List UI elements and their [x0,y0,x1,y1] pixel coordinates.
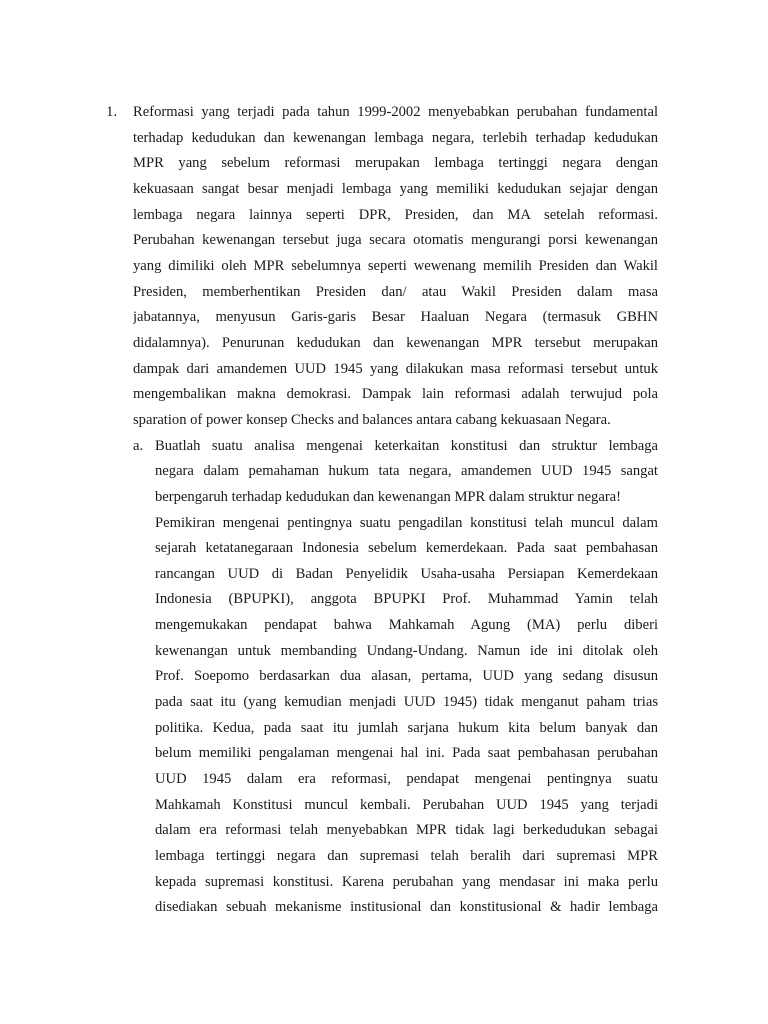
text-line: Presiden, memberhentikan Presiden dan/ atau Wakil Presiden dalam masa [133,283,658,300]
text-line: MPR yang sebelum reformasi merupakan lembaga tertinggi negara dengan [133,155,658,172]
intro-paragraph [133,100,658,434]
text-line: yang dimiliki oleh MPR sebelumnya seperti wewenang memilih Presiden dan Wakil [133,257,658,274]
text-line: negara dalam pemahaman hukum tata negara, amandemen UUD 1945 sangat [155,463,658,480]
text-line: Perubahan kewenangan tersebut juga secara otomatis mengurangi porsi kewenangan [133,232,658,249]
text-line: kewenangan untuk membanding Undang-Undang. Namun ide ini ditolak oleh [155,642,658,659]
text-line: lembaga tertinggi negara dan supremasi telah beralih dari supremasi MPR [155,848,658,865]
text-line: jabatannya, menyusun Garis-garis Besar Haaluan Negara (termasuk GBHN [133,309,658,326]
text-line: lembaga negara lainnya seperti DPR, Presiden, dan MA setelah reformasi. [133,206,658,223]
numbered-item-1 [106,100,662,921]
text-line: dalam era reformasi telah menyebabkan MPR tidak lagi berkedudukan sebagai [155,822,658,839]
text-line: kekuasaan sangat besar menjadi lembaga yang memiliki kedudukan sejajar dengan [133,180,658,197]
text-line: Prof. Soepomo berdasarkan dua alasan, pertama, UUD yang sedang disusun [155,668,658,685]
text-line: Buatlah suatu analisa mengenai keterkaitan konstitusi dan struktur lembaga [155,437,658,454]
item-body [133,100,658,921]
text-line: terhadap kedudukan dan kewenangan lembaga negara, terlebih terhadap kedudukan [133,129,658,146]
text-line: politika. Kedua, pada saat itu jumlah sarjana hukum kita belum banyak dan [155,719,658,736]
text-line: kepada supremasi konstitusi. Karena perubahan yang mendasar ini maka perlu [155,873,658,890]
text-line: UUD 1945 dalam era reformasi, pendapat mengenai pentingnya suatu [155,771,658,788]
text-line: disediakan sebuah mekanisme institusional dan konstitusional & hadir lembaga [155,899,658,916]
question-paragraph [155,434,658,511]
text-line: Pemikiran mengenai pentingnya suatu pengadilan konstitusi telah muncul dalam [155,514,658,531]
text-line: Reformasi yang terjadi pada tahun 1999-2002 menyebabkan perubahan fundamental [133,104,658,120]
text-line: sejarah ketatanegaraan Indonesia sebelum kemerdekaan. Pada saat pembahasan [155,540,658,557]
text-line: berpengaruh terhadap kedudukan dan kewenangan MPR dalam struktur negara! [155,488,622,505]
text-line: Mahkamah Konstitusi muncul kembali. Perubahan UUD 1945 yang terjadi [155,796,658,813]
item-number: 1. [106,104,118,120]
text-line: sparation of power konsep Checks and balances antara cabang kekuasaan Negara. [133,411,611,428]
text-line: rancangan UUD di Badan Penyelidik Usaha-usaha Persiapan Kemerdekaan [155,565,658,582]
text-line: mengemukakan pendapat bahwa Mahkamah Agung (MA) perlu diberi [155,617,658,634]
answer-paragraph [155,511,658,922]
sub-item-body [155,434,658,921]
sub-item-a [133,434,658,921]
sub-item-marker: a. [133,437,144,454]
text-line: didalamnya). Penurunan kedudukan dan kewenangan MPR tersebut merupakan [133,334,658,351]
text-line: Indonesia (BPUPKI), anggota BPUPKI Prof. Muhammad Yamin telah [155,591,658,608]
text-line: dampak dari amandemen UUD 1945 yang dilakukan masa reformasi tersebut untuk [133,360,658,377]
text-line: belum memiliki pengalaman mengenai hal ini. Pada saat pembahasan perubahan [155,745,658,762]
text-line: pada saat itu (yang kemudian menjadi UUD 1945) tidak menganut paham trias [155,694,658,711]
text-line: mengembalikan makna demokrasi. Dampak lain reformasi adalah terwujud pola [133,386,658,403]
